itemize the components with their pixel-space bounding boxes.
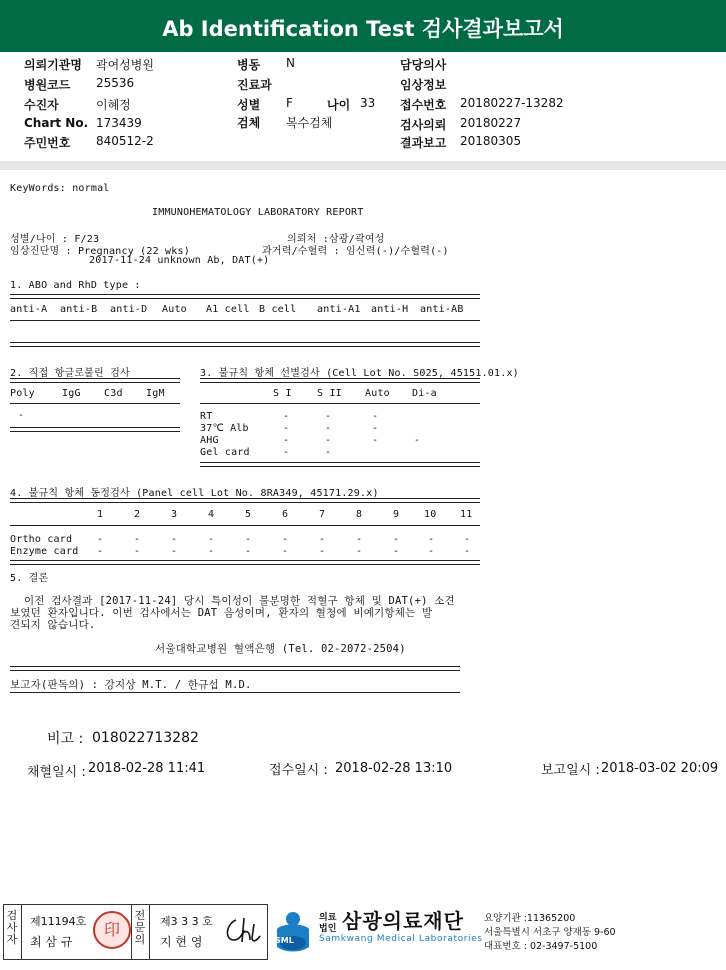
- remark-label: 비고 :: [47, 731, 84, 747]
- panel-header: 5: [245, 509, 252, 520]
- foundation-prefix: 의료: [319, 913, 337, 923]
- sex-age: 성별/나이 : F/23: [10, 234, 100, 245]
- screen-row-label: RT: [200, 411, 213, 422]
- reporter-top-rule: [10, 666, 460, 671]
- hospital-code-label: 병원코드: [24, 78, 71, 92]
- logo-badge: SML: [275, 936, 294, 945]
- abo-header-4: A1 cell: [206, 304, 250, 315]
- keywords: KeyWords: normal: [10, 183, 110, 194]
- test-request-label: 검사의뢰: [400, 118, 447, 132]
- abo-header-6: anti-A1: [317, 304, 361, 315]
- panel-header: 10: [424, 509, 437, 520]
- diagnosis-detail: 2017-11-24 unknown Ab, DAT(+): [89, 255, 270, 266]
- section1-top-rule: [10, 294, 480, 299]
- conclusion-line-3: 견되지 않습니다.: [10, 619, 96, 631]
- seal-stamp: 印: [93, 911, 131, 949]
- section3-top-rule: [200, 378, 480, 383]
- remark-value: 018022713282: [92, 730, 199, 746]
- abo-header-2: anti-D: [110, 304, 148, 315]
- sex-value: F: [286, 96, 293, 110]
- reporter-bottom-rule: [10, 692, 460, 693]
- panel-cell: -: [428, 546, 435, 557]
- medical-history: 과거력/수혈력 : 임신력(-)/수혈력(-): [262, 246, 449, 257]
- panel-header: 3: [171, 509, 178, 520]
- screen-cell: -: [325, 411, 332, 422]
- section3-header-rule: [200, 403, 480, 404]
- conclusion-line-2: 보였던 환자입니다. 이번 검사에서는 DAT 음성이며, 환자의 혈청에 비예기항체는 발: [10, 607, 433, 619]
- screen-header-1: S II: [317, 388, 342, 399]
- samkwang-logo-icon: [271, 907, 315, 953]
- signature-mark: [222, 914, 262, 946]
- screen-cell: -: [283, 435, 290, 446]
- section2-header-rule: [10, 403, 180, 404]
- age-label: 나이: [327, 98, 351, 112]
- dat-header-3: IgM: [146, 388, 165, 399]
- panel-cell: -: [393, 534, 400, 545]
- screen-cell: -: [283, 423, 290, 434]
- panel-cell: -: [97, 534, 104, 545]
- sex-label: 성별: [237, 98, 261, 112]
- clinical-info-label: 임상정보: [400, 78, 447, 92]
- examiner-name: 최 삼 규: [30, 935, 73, 949]
- specialist-license: 제3 3 3 호: [160, 915, 213, 928]
- panel-cell: -: [245, 546, 252, 557]
- examiner-license: 제11194호: [30, 915, 87, 928]
- abo-header-7: anti-H: [371, 304, 409, 315]
- specialist-name: 지 현 영: [160, 935, 203, 949]
- signature-divider: [131, 904, 132, 960]
- panel-cell: -: [208, 546, 215, 557]
- abo-header-8: anti-AB: [420, 304, 464, 315]
- report-value: 2018-03-02 20:09: [601, 761, 719, 776]
- screen-cell: -: [372, 411, 379, 422]
- panel-cell: -: [393, 546, 400, 557]
- panel-header: 7: [319, 509, 326, 520]
- receive-value: 2018-02-28 13:10: [335, 761, 453, 776]
- collect-label: 채혈일시 :: [27, 765, 86, 780]
- panel-cell: -: [282, 546, 289, 557]
- age-value: 33: [360, 96, 376, 110]
- receipt-no-label: 접수번호: [400, 98, 447, 112]
- clinical-diagnosis: 임상진단명 : Pregnancy (22 wks): [10, 246, 190, 257]
- panel-cell: -: [134, 534, 141, 545]
- section5-title: 5. 결론: [10, 573, 49, 584]
- test-request-value: 20180227: [460, 116, 522, 130]
- screen-header-3: Di-a: [412, 388, 437, 399]
- dat-value-0: -: [18, 410, 25, 421]
- section3-bottom-rule: [200, 462, 480, 467]
- patient-value: 이혜정: [96, 98, 131, 112]
- result-report-value: 20180305: [460, 134, 522, 148]
- requesting-institution-value: 곽여성병원: [96, 58, 154, 72]
- examiner-title: 검사자: [6, 909, 18, 946]
- chart-no-label: Chart No.: [24, 116, 89, 130]
- screen-cell: -: [372, 435, 379, 446]
- report-heading: IMMUNOHEMATOLOGY LABORATORY REPORT: [152, 207, 364, 218]
- screen-header-2: Auto: [365, 388, 390, 399]
- section4-top-rule: [10, 498, 480, 503]
- panel-cell: -: [134, 546, 141, 557]
- hospital-code-value: 25536: [96, 76, 135, 90]
- patient-label: 수진자: [24, 98, 59, 112]
- panel-row-label: Enzyme card: [10, 546, 79, 557]
- panel-cell: -: [282, 534, 289, 545]
- section4-header-rule: [10, 525, 480, 526]
- specialist-title: 전문의: [134, 909, 146, 946]
- panel-cell: -: [171, 534, 178, 545]
- dat-header-1: IgG: [62, 388, 81, 399]
- panel-cell: -: [464, 534, 471, 545]
- panel-cell: -: [464, 546, 471, 557]
- section1-bottom-rule: [10, 342, 480, 347]
- screen-cell: -: [325, 435, 332, 446]
- screen-row-label: AHG: [200, 435, 219, 446]
- section2-bottom-rule: [10, 427, 180, 432]
- screen-cell: -: [325, 447, 332, 458]
- page-title: Ab Identification Test 검사결과보고서: [162, 17, 564, 41]
- panel-header: 8: [356, 509, 363, 520]
- foundation-phone: 대표번호 : 02-3497-5100: [484, 941, 598, 952]
- section2-top-rule: [10, 378, 180, 383]
- collect-value: 2018-02-28 11:41: [88, 761, 206, 776]
- section4-title: 4. 불규칙 항체 동정검사 (Panel cell Lot No. 8RA349, 45171.29.x): [10, 488, 379, 499]
- section1-header-rule: [10, 320, 480, 321]
- signature-divider: [21, 904, 22, 960]
- screen-cell: -: [325, 423, 332, 434]
- receipt-no-value: 20180227-13282: [460, 96, 564, 110]
- agency-code: 요양기관 :11365200: [484, 913, 576, 924]
- reporter: 보고자(판독의) : 강지상 M.T. / 한규섭 M.D.: [10, 679, 252, 691]
- panel-header: 9: [393, 509, 400, 520]
- screen-row-label: Gel card: [200, 447, 250, 458]
- resident-no-label: 주민번호: [24, 136, 71, 150]
- conclusion-line-1: 이전 검사결과 [2017-11-24] 당시 특이성이 불분명한 적혈구 항체 및 DAT(+) 소견: [24, 595, 455, 607]
- abo-header-5: B cell: [259, 304, 297, 315]
- abo-header-1: anti-B: [60, 304, 98, 315]
- foundation-address: 서울특별시 서초구 양재동 9-60: [484, 927, 616, 938]
- panel-header: 1: [97, 509, 104, 520]
- panel-cell: -: [356, 534, 363, 545]
- screen-row-label: 37℃ Alb: [200, 423, 249, 434]
- requesting-institution-label: 의뢰기관명: [24, 58, 82, 72]
- screen-cell: -: [372, 423, 379, 434]
- abo-header-3: Auto: [162, 304, 187, 315]
- section2-title: 2. 직접 항글로불린 검사: [10, 368, 130, 379]
- report-label: 보고일시 :: [541, 763, 600, 778]
- signature-divider: [149, 904, 150, 960]
- panel-cell: -: [208, 534, 215, 545]
- foundation-english: Samkwang Medical Laboratories: [319, 934, 483, 944]
- chart-no-value: 173439: [96, 116, 142, 130]
- dat-header-0: Poly: [10, 388, 35, 399]
- screen-header-0: S I: [273, 388, 292, 399]
- panel-cell: -: [319, 546, 326, 557]
- panel-cell: -: [97, 546, 104, 557]
- screen-cell: -: [283, 447, 290, 458]
- panel-header: 2: [134, 509, 141, 520]
- ward-value: N: [286, 56, 295, 70]
- specimen-value: 복수검체: [286, 116, 333, 130]
- panel-cell: -: [428, 534, 435, 545]
- section1-title: 1. ABO and RhD type :: [10, 280, 141, 291]
- bloodbank-contact: 서울대학교병원 혈액은행 (Tel. 02-2072-2504): [155, 643, 406, 655]
- panel-header: 4: [208, 509, 215, 520]
- physician-label: 담당의사: [400, 58, 447, 72]
- dat-header-2: C3d: [104, 388, 123, 399]
- panel-header: 11: [460, 509, 473, 520]
- panel-header: 6: [282, 509, 289, 520]
- panel-cell: -: [245, 534, 252, 545]
- foundation-prefix: 법인: [319, 924, 337, 934]
- section4-bottom-rule: [10, 560, 480, 565]
- foundation-name: 삼광의료재단: [342, 909, 464, 933]
- screen-cell: -: [283, 411, 290, 422]
- resident-no-value: 840512-2: [96, 134, 154, 148]
- panel-cell: -: [356, 546, 363, 557]
- specimen-label: 검체: [237, 116, 261, 130]
- result-report-label: 결과보고: [400, 136, 447, 150]
- department-label: 진료과: [237, 78, 272, 92]
- abo-header-0: anti-A: [10, 304, 48, 315]
- section3-title: 3. 불규칙 항체 선별검사 (Cell Lot No. S025, 45151.01.x): [200, 368, 519, 379]
- referrer: 의뢰처 :삼광/곽여성: [287, 234, 385, 245]
- panel-cell: -: [171, 546, 178, 557]
- screen-cell: -: [414, 435, 421, 446]
- receive-label: 접수일시 :: [269, 763, 328, 778]
- ward-label: 병동: [237, 58, 261, 72]
- panel-row-label: Ortho card: [10, 534, 73, 545]
- panel-cell: -: [319, 534, 326, 545]
- info-divider: [0, 161, 726, 170]
